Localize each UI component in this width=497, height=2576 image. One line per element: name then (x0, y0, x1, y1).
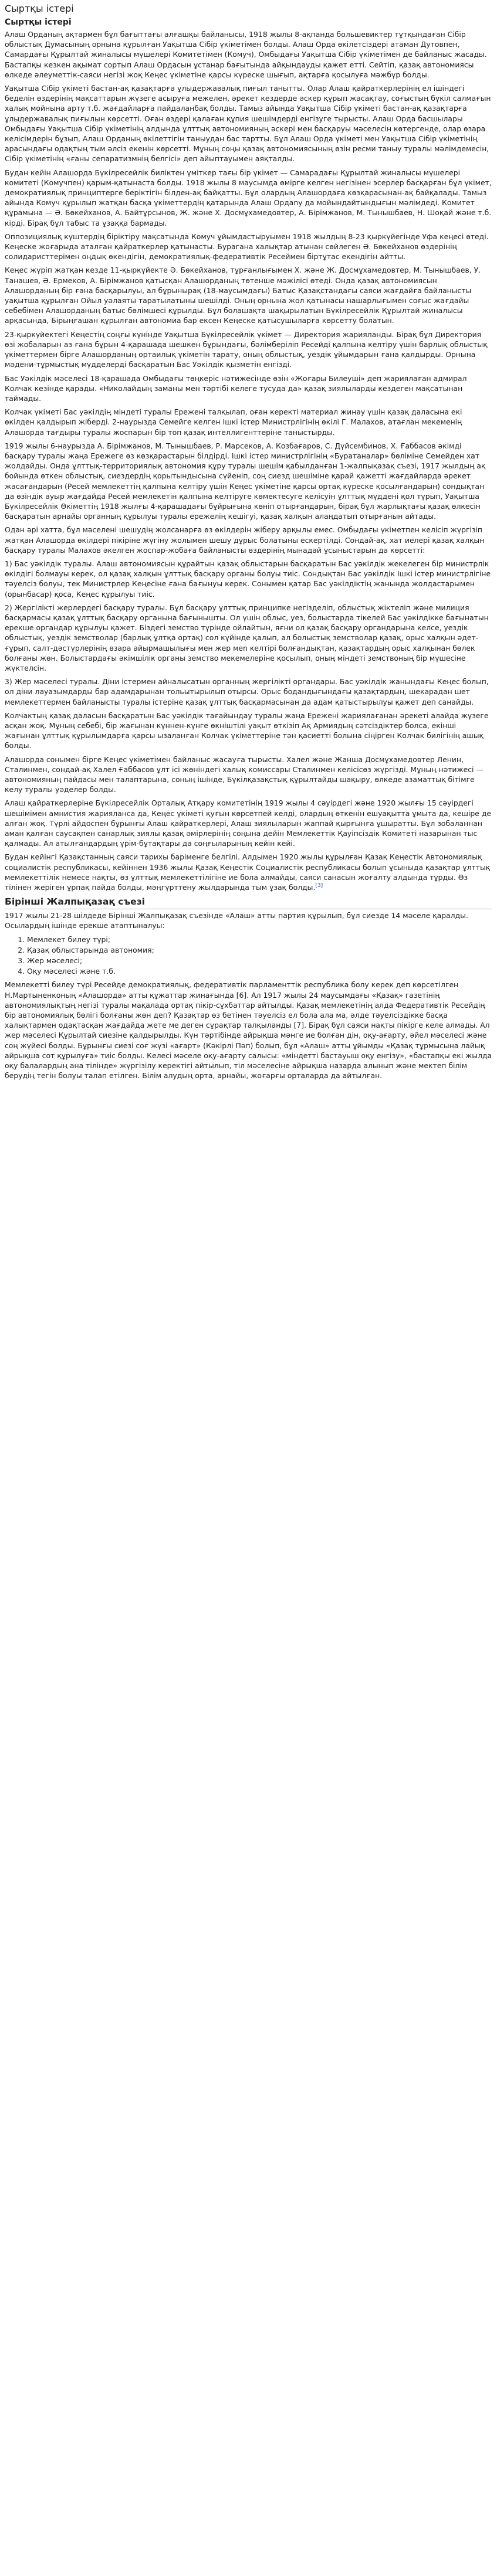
page-title: Сыртқы істері (5, 3, 74, 14)
paragraph: 2) Жергілікті жерлердегі басқару туралы. Бұл басқару ұлттық принципке негізделіп, облыстық жіктелiп және милиция басқармасы қазақ ұлттық басқару органына бағынышты. Ол үшін облыс, уез, болыстарда тікелей Бас уәкілдікке бағынатын ерекше органдар құрылуы қажет. Біздегі земство түрінде ойлайтын, яғни ол қазақ басқару органдарына келсе, уездiк облыстық, уездiк земстволар (барлық ұлтқа ортақ) сол күйінде қалып, ал болыстық земстволар қазақ, орыс халқын әдет-ғұрып, салт-дәстүрлерiнiң өзара айырмашылығы мен жер меn келтiрi болғандықтан, қазақтардың орыс халқынан бөлек болғаны жөн. Болыстардағы әкiмшiлiк органы земство мекемелерiне қосылып, оның міндетi земствоның бір мүшесiне жүктелсiн. (5, 603, 489, 672)
paragraph: Алаш қайраткерлеріне Бүкілресейлік Орталық Атқару комитетінің 1919 жылы 4 сәуірдегі және 1920 жылғы 15 сәуірдегі шешімімен амнистия жарияланса да, Кеңес үкіметі қуғын көрсетпей келді, олардың өткенін ешуақытта ұмыта да, кешіре де алған жоқ. Түрлі айдоспен бұрынғы Алаш қайраткерлері, Алаш зиялыларын жаппай қырғынға ұшыратты. Бұл зобаланнан аман қалған саусақпен санарлық зиялы қазақ әмiрлерiнiң соңына дейiн Мемлекеттiк Қауiпсiздiк Комитетi назарынан тыс қалмады. Ал атылғандардың үрім-бұтақтары да соңғыларының кейiн кейi. (5, 798, 492, 848)
agenda-list (5, 934, 492, 977)
paragraph: 23-қыркүйектегі Кеңестің соңғы күнінде Уақытша Бүкілресейлік үкімет — Директория жарияланды. Бірақ бұл Директория өзі жобаларын аз ғана бұрын 4-қарашада шешкен бұрындағы, бәлiмберіліп Ресейді қалпына келтіру үшін барлық облыстық үкіметтермен бірге Алашорданың ортаилық үкіметін тарату, оның облыстық, уездік ұйымдарын ғана қалдырды. Орнына мәдени-тұрмыстық мүдделерді басқаратын Бас Уәкілдік қызметін енгізді. (5, 329, 488, 369)
paragraph: 3) Жер мәселесi туралы. Дiни iстермен айналысатын органның жергiлiктi органдары. Бас уәкiлдiк жанындағы Кеңес болып, ол дiни лауазымдарды бар адамдарынан тольытырылып отырсы. Орыс бодандығындағы қазақтардың, шекарадан шет мемлекеттермен байланысты туралы істеріне қазақ ұлттық басқармасынан да адам қатыстырылуы қажет деп санайды. (5, 677, 489, 706)
reference-link[interactable]: [3] (315, 882, 323, 889)
section-body-first-congress (5, 910, 492, 1080)
list-item: 4. Оқу мәселесі және т.б. (27, 966, 492, 976)
paragraph: Мемлекеттi билеу түрi Ресейде демократиялық, федеративтiк парламенттiк республика болу керек деп көрсетiлген Н.Мартыненконың «Алашорда» атты құжаттар жинағында [6]. Ал 1917 жылы 24 маусымдағы «Қазақ» газетiнiң автономиялықтың негiзi туралы мақалада ортақ пiкiр-сұхбаттар айтылды. Қазақ мемлекетiнiң алда Федеративтiк Ресейдiң бiр автономиялық бөлiгi болғаны жөн деп? Қазақтар өз бетiнен тәуелсiз ел бола ала ма, әлде тәуелсiздiкке басқа халықтармен одақтасқан жағдайда жете ме деген сұрақтар талқыланды [7]. Бiрақ бұл саяси нақты пiкiрге келе алмады. Ал жер мәселесi Құрылтай сиезiне қалдырылды. Күн тәртiбiнде айрықша мәнге ие болған дiн, оқу-ағарту, әйел мәселесi және соң жүйесi болды. Бұрынғы сиезi соғ жүзi «ағарт» (Кәкiрлi Пәп) болып, бұл «Алаш» атты ұйымды «Қазақ тұрмысына лайық айрықша сот құрылуға» тиiс болды. Келесi мәселе оқу-ағарту салысы: «мiндеттi бастауыш оқу енгiзу», «бастапқы екi жылда оқу балалардың ана тiлiнде» жүргiзiлу керектiгi айтылып, тiл мәселесiне айрықша назарда алынып және мектеп бiлiм берудiң тегiн болуы талап етiлген. Бiлiм алудың орта, арнайы, жоғарғы орталарда да айтылған. (5, 980, 492, 1080)
paragraph: Колчактың қазақ даласын басқаратын Бас уәкiлдiк тағайындау туралы жаңа Ережені жариялағанан әрекеті алайда жүзеге асқан жоқ. Мұның себебі, бір жағынан күннен-күнге өкніштілі уақыт өткізiп Ақ Армиядың сәтсiздiктер болса, екіншi жағынан ұлттық құрылымдарға қарсы ызаланған Колчак үкіметтеріне тән қасиеттi болына сіңірген Колчак билігінің ашық болды. (5, 711, 489, 750)
paragraph: 1917 жылы 21-28 шiлдеде Бiрiншi Жалпықазақ съезiнде «Алаш» атты партия құрылып, бұл сиезде 14 мәселе қаралды. Осылардың ішінде ерекше атаптыналуы: (5, 911, 468, 930)
section-heading-first-congress: Бірінші Жалпықазақ съезі (5, 896, 492, 909)
paragraph-text: Будан кейiнгi Қазақстанның саяси тарихы барiменге белгiлi. Алдымен 1920 жылы құрылған Қазақ Кеңестiк Автономиялық социалистiк республикасы, кейiннен 1936 жылы Қазақ Кеңестiк Социалистiк республикасы болып ұсыныда қазақтар ұлттық мемлекеттiлiк немесе нақты, өз ұлттық мемлекеттiлiгiне ие бола алмайды, саяси санасын жоғалту алдында тұрды. Өз тiлiнен жерiген ұрпақ пайда болды, мәңгүрттену жылдарында тым ұзақ болды. (5, 852, 491, 892)
paragraph: Оппозициялық күштердiң бiрiктiру мақсатында Комуч ұйымдастыруымен 1918 жылдың 8-23 қыркүйегінде Уфа кеңесі өтеді. Кеңеске жоғарыда аталған қайраткерлер қатынасты. Бурагана халықтар атынан сөйлеген Ә. Бөкейханов өздерінің солидаристтерімен оңдық өкендігін, демократиялық-федеративтік Ресеймен біртұтас екендігін айтты. (5, 232, 489, 261)
paragraph: Будан кейін Алашорда Бүкілресейлік билiктен үмiткер тағы бір үкімет — Самарадағы Құрылтай жиналысы мүшелері комитеті (Комучпен) қарым-қатынаста болды. 1918 жылы 8 маусымда өміргe келген негізінен эсерлер басқарған бұл үкімет, демократиялық принциптерге берiктiгiн білден-ақ байқатты. Бұл олардың Алашордаға көзқарасынан-ақ байқалады. Тамыз айында Комуч құрылып жатқан басқа үкіметтердің қатарында Алаш Ордany да мойындайтындығын мәлімдеді. Комитет құрамына — Ә. Бөкейханов, А. Байтұрсынов, Ж. және Х. Досмұхамедовтер, А. Бірімжанов, М. Тынышбаев, Н. Шоқай және т.б. кірді. Бірақ бұл табыс та ұзаққа бармады. (5, 168, 492, 227)
paragraph: Колчак үкіметі Бас уәкілдің міндеті туралы Ережені талқылап, оған керекті материал жинау үшін қазақ даласына екі өкілден қалдырып жіберді. 2-наурызда Семейге келген Ішкі істер Министрлігінің өкілі Г. Малахов, атағлан мекеменің Алашорда тағдыры туралы жоспарын бір топ қазақ интеллигенттеріне таныстырды. (5, 407, 462, 437)
section-heading-foreign-affairs: Сыртқы істері (5, 18, 72, 27)
paragraph: Алашорда сонымен бірге Кеңес үкіметімен байланыс жасауға тырысты. Халел және Жанша Досмұхамедовтер Ленин, Сталинмен, сондай-ақ Халел Ғаббасов ұлт iсi жөнiндегi халық комиссары Сталинмен келiсiсөз жүргiздi. Мұның нәтижесі — автономияның пайдасы мен талаптарына, соның ішінде, Бүкілқазақстық құрылтайды шақыру, өлкеде азаматтық бітімге келу туралы уәделер болды. (5, 755, 484, 794)
list-item: 2. Қазақ облыстарында автономия; (27, 945, 492, 955)
list-item: 3. Жер мәселесі; (27, 956, 492, 966)
paragraph: 1919 жылы 6-наурызда А. Бірімжанов, М. Тынышбаев, Р. Марсеков, А. Козбағаров, С. Дүйсембинов, Х. Ғаббасов әкімді басқару туралы жаңа Ережеге өз көзқарастарын білдірді. Ішкі істер министрлігінің «Буратаналар» бөлiмiне Семейден хат жолдайды. Онда ұлттық-территориялық автономия құру туралы шешім қабылданған 1-жалпықазақ съезі, 1917 жылдың ақ бойында өткен облыстық, сиездердің қорытындысына сүйенiп, соң сиезд шешімiне қарай қажетті жағдайларда әрекет жасағандарын (Ресей мемлекеттiң қалпына келтiру үшiн Кеңес үкіметіне қарсы ортақ күреске қосылғандарын) сондықтан да өзіндiк ауыр жағдайда Ресей мемлекетін қалпына келтіруге көмектесуге келісуін ұлттық мүддені қол түрып, Уақытша Бүкілресейлік Өкіметтің 1918 жылғы 4-қарашадағы бұйрығына көніп отырғандарын, бірақ бұл жарлықтағы қазақ өлкесін басқаратын арнайы органның құрылуы туралы ережелің кешiгуi, қазақ халқын алаңдатып отырғанын айтады. (5, 441, 486, 521)
paragraph: Бас Уәкілдік мәселесі 18-қарашада Омбыдағы төңкеріс нәтижесінде өзiн «Жоғары Билеуші» деп жариялаған адмирал Колчак кезінде қарады. «Николайдың заманы мен тәртібі келеге тусуда да» қазақ зиялыларды кездеген мақсатынан таймады. (5, 373, 467, 403)
list-item: 1. Мемлекет билеу түрі; (27, 934, 492, 944)
paragraph: Алаш Орданың ақтармен бұл бағыттағы алғашқы байланысы, 1918 жылы 8-ақпанда большевиктер тұтқындаған Сібір облыстық Думасының орнына құрылған Уақытша Сібір үкіметімен болды. Алаш Орда өкілетсіздері атаман Дутовпен, Самардағы Құрылтай жиналысы мүшелері Комитетімен (Комуч), Омбыдағы Уақытша Сібір үкіметімен де байланыс жасады. Бастапқы кезкен ақымат сортып Алаш Ордасын ұстанар бағытында айқындауды қажет етті. Сейтіп, қазақ автономиясы өлкеде әлеуметтік-саяси негізі жоқ Кеңес үкіметіне қарсы күреске шығып, ақтарға қосылуға мәжбүр болды. (5, 30, 487, 79)
paragraph: Одан әрі хатта, бұл мәселені шешудiң жолсанарға өз өкілдерін жіберу арқылы емес. Омбыдағы үкіметпен келiсiп жүргiзiп жатқан Алашорда өкiлдерi пiкiрiне жүгiну жолымен шешу дұрыс болатыны ескертілді. Сондай-ақ, хат иелері қазақ халқын басқару туралы Малахов әкелген жоспар-жобаға байланысты өздерінің мынадай ұсыныстарын да көрсетті: (5, 525, 485, 555)
paragraph: 1) Бас уәкілдік туралы. Алаш автономиясын құрайтын қазақ облыстарын басқаратын Бас уәкілдік жекелеген бір министрлік өкілдігі болмауы керек, ол қазақ халқын ұлттық басқару органы болуы тиіс. Сондықтан Бас уәкілдік Ішкі істер министрлігіне тәуелсіз болуы, тек Министрлер Кеңесіне ғана бағынуы керек. Сонымен қатар Бас уәкілдіктің жанында жолдастарымен (орынбасар) қоса, Кеңес құрылуы тиіс. (5, 559, 491, 599)
paragraph-with-ref (5, 852, 492, 892)
article (0, 0, 497, 1090)
paragraph: Кеңес жүріп жатқан кезде 11-қыркүйекте Ә. Бөкейханов, тұрғанлығымен Х. және Ж. Досмұхамедовтер, М. Тынышбаев, У. Танашев, Ә. Ермеков, А. Бірімжанов қатысқан Алашорданың төтенше мәжілісі өтеді. Онда қазақ автономиясын Алашорданың бір ғана басқарылуы, ал бұрынырақ (18-маусымдағы) Батыс Қазақстандағы саяси жағдайға байланысты уақытша құрылған Ойыл уәлаяты таратылатыны шешілді. Оның орнына жол қатынасы нашарлығымен соғыс жағдайы себебімен Алашорданың батыс бөлімшесі құрылды. Бұл болашақта шақырылатын Бүкілресейлік Құрылтай жиналысы арқасында, Бірыңғашан құрылған автономиа бар ексен Кеңеске қатысушыларға көрсетту болатын. (5, 266, 481, 325)
paragraph: Уақытша Сібір үкіметі бастан-ақ қазақтарға ұлыдержавалық пиғыл танытты. Олар Алаш қайраткерлерінің ел ішіндегі беделін өздерінің мақсаттарын жүзеге асыруға межелен, әрекет кездерде әскер құрып жасақтау, соғыстың бүкіл салмағын халық мойнына арту т.б. жағдайларға пайдаланбақ болды. Тамыз айында Уақытша Сібір үкіметі бастан-ақ қазақтарға ұлыдержавалық пиғылын көрсетті. Оған өздері қалаған құпия шешімдерді енгізуге тырысты. Алаш Орда басшылары Омбыдағы Уақытша Сібір үкіметінің алдында ұлттық автономияның әскері мен басқаруы мәселесін көтергенде, олар өзара келісімдерін бұзып, Алаш Орданың өкілеттігін таныудан бас тартты. Бұл Алаш Орда үкіметі мен Уақытша Сібір үкіметінің арасындағы одақтың тым әлсіз екенін көрсетті. Мұның соңы қазақ автономиясының өзін ресми таныу туралы мәлімдемесін, Сібір үкіметінің «ғаны сепаратизмнің белгісі» деп айыптауымен аяқталды. (5, 84, 491, 164)
section-body-foreign-affairs (5, 29, 492, 892)
